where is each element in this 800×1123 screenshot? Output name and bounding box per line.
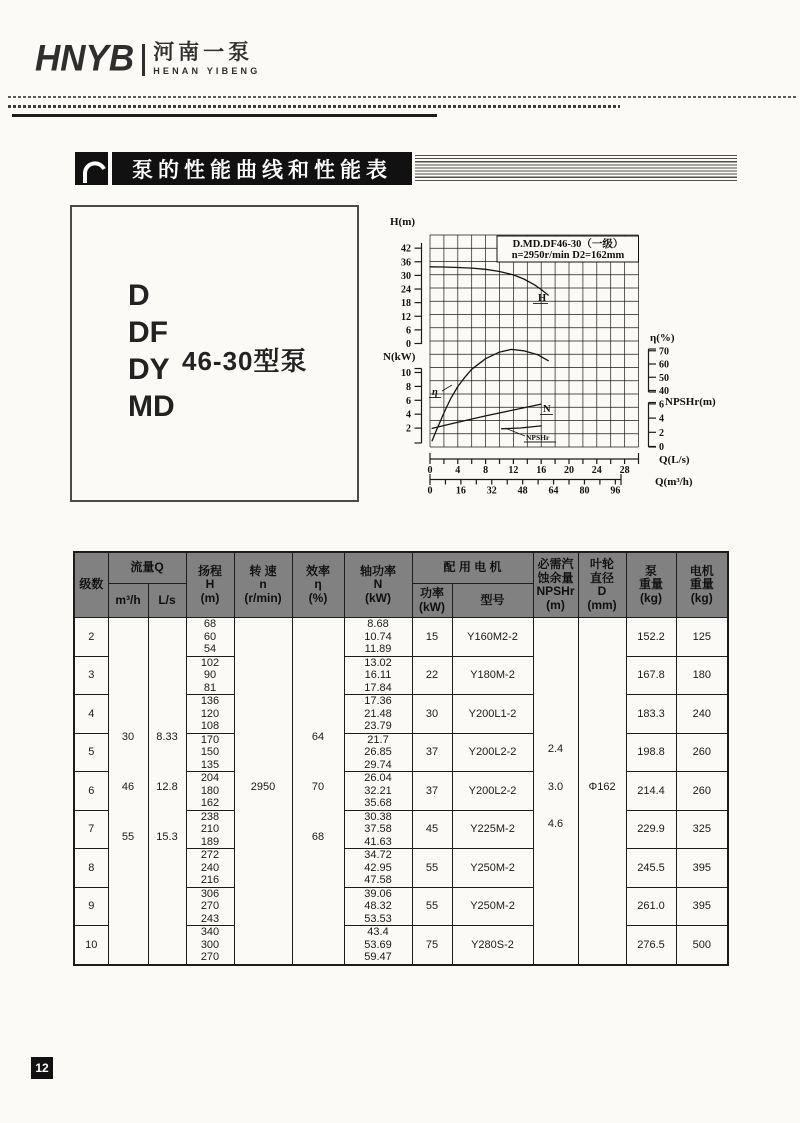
motor-power-cell: 37 <box>412 733 452 772</box>
motor-weight-cell: 395 <box>676 849 728 888</box>
series-df: DF <box>128 316 168 349</box>
col-header-motor-power: 功率 (kW) <box>412 584 452 618</box>
stage-cell: 4 <box>74 695 108 734</box>
pump-weight-cell: 214.4 <box>626 772 676 811</box>
motor-model-cell: Y180M-2 <box>452 656 533 695</box>
motor-model-cell: Y200L1-2 <box>452 695 533 734</box>
svg-text:0: 0 <box>427 485 433 497</box>
motor-weight-cell: 325 <box>676 810 728 849</box>
head-cell: 68 60 54 <box>186 618 234 657</box>
stage-cell: 5 <box>74 733 108 772</box>
series-d: D <box>128 279 150 312</box>
performance-curve-chart <box>378 205 723 500</box>
pump-weight-cell: 245.5 <box>626 849 676 888</box>
shaft-power-cell: 8.68 10.74 11.89 <box>344 618 412 657</box>
svg-text:80: 80 <box>579 485 590 497</box>
svg-text:60: 60 <box>659 359 669 371</box>
shaft-power-cell: 30.38 37.58 41.63 <box>344 810 412 849</box>
svg-text:6: 6 <box>406 395 411 407</box>
svg-text:10: 10 <box>401 368 411 379</box>
motor-power-cell: 22 <box>412 656 452 695</box>
logo-abbr: HNYB <box>35 38 135 79</box>
col-header-flow-m3h: m³/h <box>108 584 148 618</box>
motor-power-cell: 37 <box>412 772 452 811</box>
col-header-motor: 配 用 电 机 <box>412 552 533 584</box>
motor-model-cell: Y160M2-2 <box>452 618 533 657</box>
svg-text:N: N <box>543 404 551 415</box>
pump-weight-cell: 261.0 <box>626 887 676 926</box>
company-logo <box>35 38 261 79</box>
pump-series-list <box>128 281 175 422</box>
svg-text:η(%): η(%) <box>650 332 675 344</box>
col-header-head: 扬程 H (m) <box>186 552 234 618</box>
motor-model-cell: Y280S-2 <box>452 926 533 965</box>
motor-weight-cell: 180 <box>676 656 728 695</box>
decorative-rule-top <box>8 96 796 98</box>
svg-text:16: 16 <box>455 485 466 497</box>
svg-text:D.MD.DF46-30（一级）: D.MD.DF46-30（一级） <box>512 239 624 250</box>
section-corner-icon <box>75 152 108 185</box>
svg-text:30: 30 <box>401 270 411 282</box>
svg-text:2: 2 <box>406 423 411 435</box>
motor-weight-cell: 240 <box>676 695 728 734</box>
motor-weight-cell: 395 <box>676 887 728 926</box>
pump-weight-cell: 229.9 <box>626 810 676 849</box>
table-row <box>74 618 728 657</box>
svg-text:Q(L/s): Q(L/s) <box>659 454 690 466</box>
motor-model-cell: Y200L2-2 <box>452 733 533 772</box>
svg-text:H: H <box>538 293 547 304</box>
decorative-rule-middle <box>8 105 620 108</box>
head-cell: 136 120 108 <box>186 695 234 734</box>
svg-text:12: 12 <box>401 311 411 323</box>
svg-text:8: 8 <box>483 465 489 476</box>
head-cell: 306 270 243 <box>186 887 234 926</box>
svg-text:36: 36 <box>401 257 411 269</box>
svg-text:NPSHr: NPSHr <box>526 433 550 442</box>
motor-weight-cell: 125 <box>676 618 728 657</box>
stage-cell: 7 <box>74 810 108 849</box>
flow-m3h-column: 30 46 55 <box>108 618 148 965</box>
motor-power-cell: 55 <box>412 849 452 888</box>
stage-cell: 10 <box>74 926 108 965</box>
svg-text:η: η <box>432 387 438 398</box>
svg-text:4: 4 <box>455 465 461 476</box>
col-header-motor-model: 型号 <box>452 584 533 618</box>
svg-text:18: 18 <box>401 298 411 310</box>
col-header-motor-weight: 电机 重量 (kg) <box>676 552 728 618</box>
svg-text:n=2950r/min D2=162mm: n=2950r/min D2=162mm <box>511 250 625 261</box>
shaft-power-cell: 17.36 21.48 23.79 <box>344 695 412 734</box>
motor-power-cell: 55 <box>412 887 452 926</box>
svg-text:6: 6 <box>659 399 664 411</box>
svg-text:H(m): H(m) <box>390 216 416 228</box>
svg-text:NPSHr(m): NPSHr(m) <box>665 396 716 408</box>
pump-model-box <box>70 205 359 502</box>
svg-text:20: 20 <box>564 465 574 476</box>
svg-text:40: 40 <box>659 386 669 397</box>
svg-text:96: 96 <box>610 485 621 497</box>
speed-column: 2950 <box>234 618 292 965</box>
motor-model-cell: Y200L2-2 <box>452 772 533 811</box>
svg-text:0: 0 <box>406 339 411 350</box>
col-header-speed: 转 速 n (r/min) <box>234 552 292 618</box>
motor-model-cell: Y250M-2 <box>452 849 533 888</box>
pump-model-name: 46-30型泵 <box>182 346 308 376</box>
col-header-efficiency: 效率 η (%) <box>292 552 344 618</box>
head-cell: 272 240 216 <box>186 849 234 888</box>
col-header-npshr: 必需汽 蚀余量 NPSHr (m) <box>533 552 578 618</box>
svg-text:32: 32 <box>486 485 497 497</box>
svg-text:N(kW): N(kW) <box>383 351 416 363</box>
pump-weight-cell: 198.8 <box>626 733 676 772</box>
svg-text:48: 48 <box>517 485 528 497</box>
svg-text:0: 0 <box>427 465 433 476</box>
stage-cell: 9 <box>74 887 108 926</box>
shaft-power-cell: 26.04 32.21 35.68 <box>344 772 412 811</box>
svg-text:64: 64 <box>548 485 559 497</box>
logo-english-name: HENAN YIBENG <box>153 66 261 76</box>
col-header-shaft-power: 轴功率 N (kW) <box>344 552 412 618</box>
page-number: 12 <box>31 1057 53 1079</box>
pump-weight-cell: 167.8 <box>626 656 676 695</box>
motor-power-cell: 45 <box>412 810 452 849</box>
banner-pinstripes <box>415 155 737 182</box>
pump-weight-cell: 152.2 <box>626 618 676 657</box>
svg-text:Q(m³/h): Q(m³/h) <box>655 476 693 488</box>
svg-text:70: 70 <box>659 346 669 358</box>
svg-text:24: 24 <box>591 465 602 476</box>
svg-text:6: 6 <box>406 325 411 337</box>
section-title-banner: 泵的性能曲线和性能表 <box>112 152 412 185</box>
pump-weight-cell: 276.5 <box>626 926 676 965</box>
svg-text:2: 2 <box>659 427 664 439</box>
head-cell: 340 300 270 <box>186 926 234 965</box>
stage-cell: 6 <box>74 772 108 811</box>
col-header-impeller: 叶轮 直径 D (mm) <box>578 552 626 618</box>
npshr-column: 2.4 3.0 4.6 <box>533 618 578 965</box>
series-dy: DY <box>128 353 170 386</box>
head-cell: 170 150 135 <box>186 733 234 772</box>
shaft-power-cell: 39.06 48.32 53.53 <box>344 887 412 926</box>
svg-text:28: 28 <box>619 465 630 476</box>
shaft-power-cell: 13.02 16.11 17.84 <box>344 656 412 695</box>
svg-text:0: 0 <box>659 442 664 453</box>
pump-weight-cell: 183.3 <box>626 695 676 734</box>
head-cell: 204 180 162 <box>186 772 234 811</box>
svg-text:50: 50 <box>659 372 669 384</box>
quarter-arc-icon <box>75 152 108 185</box>
motor-power-cell: 30 <box>412 695 452 734</box>
logo-chinese-name: 河南一泵 <box>153 41 254 64</box>
stage-cell: 8 <box>74 849 108 888</box>
motor-power-cell: 75 <box>412 926 452 965</box>
performance-table <box>73 551 729 966</box>
motor-weight-cell: 260 <box>676 772 728 811</box>
col-header-flow-ls: L/s <box>148 584 186 618</box>
head-cell: 238 210 189 <box>186 810 234 849</box>
svg-text:4: 4 <box>659 413 664 425</box>
stage-cell: 2 <box>74 618 108 657</box>
svg-text:42: 42 <box>401 243 411 255</box>
stage-cell: 3 <box>74 656 108 695</box>
impeller-column: Φ162 <box>578 618 626 965</box>
svg-text:24: 24 <box>401 284 411 296</box>
shaft-power-cell: 43.4 53.69 59.47 <box>344 926 412 965</box>
motor-weight-cell: 500 <box>676 926 728 965</box>
shaft-power-cell: 21.7 26.85 29.74 <box>344 733 412 772</box>
decorative-rule-bottom <box>12 114 437 117</box>
motor-model-cell: Y225M-2 <box>452 810 533 849</box>
efficiency-column: 64 70 68 <box>292 618 344 965</box>
col-header-flow: 流量Q <box>108 552 186 584</box>
flow-ls-column: 8.33 12.8 15.3 <box>148 618 186 965</box>
col-header-pump-weight: 泵 重量 (kg) <box>626 552 676 618</box>
svg-text:8: 8 <box>406 381 411 393</box>
motor-power-cell: 15 <box>412 618 452 657</box>
shaft-power-cell: 34.72 42.95 47.58 <box>344 849 412 888</box>
logo-divider <box>142 44 145 76</box>
svg-text:16: 16 <box>536 465 547 476</box>
series-md: MD <box>128 390 175 423</box>
svg-text:12: 12 <box>508 465 519 476</box>
svg-text:4: 4 <box>406 409 411 421</box>
motor-weight-cell: 260 <box>676 733 728 772</box>
head-cell: 102 90 81 <box>186 656 234 695</box>
motor-model-cell: Y250M-2 <box>452 887 533 926</box>
col-header-stage: 级数 <box>74 552 108 618</box>
